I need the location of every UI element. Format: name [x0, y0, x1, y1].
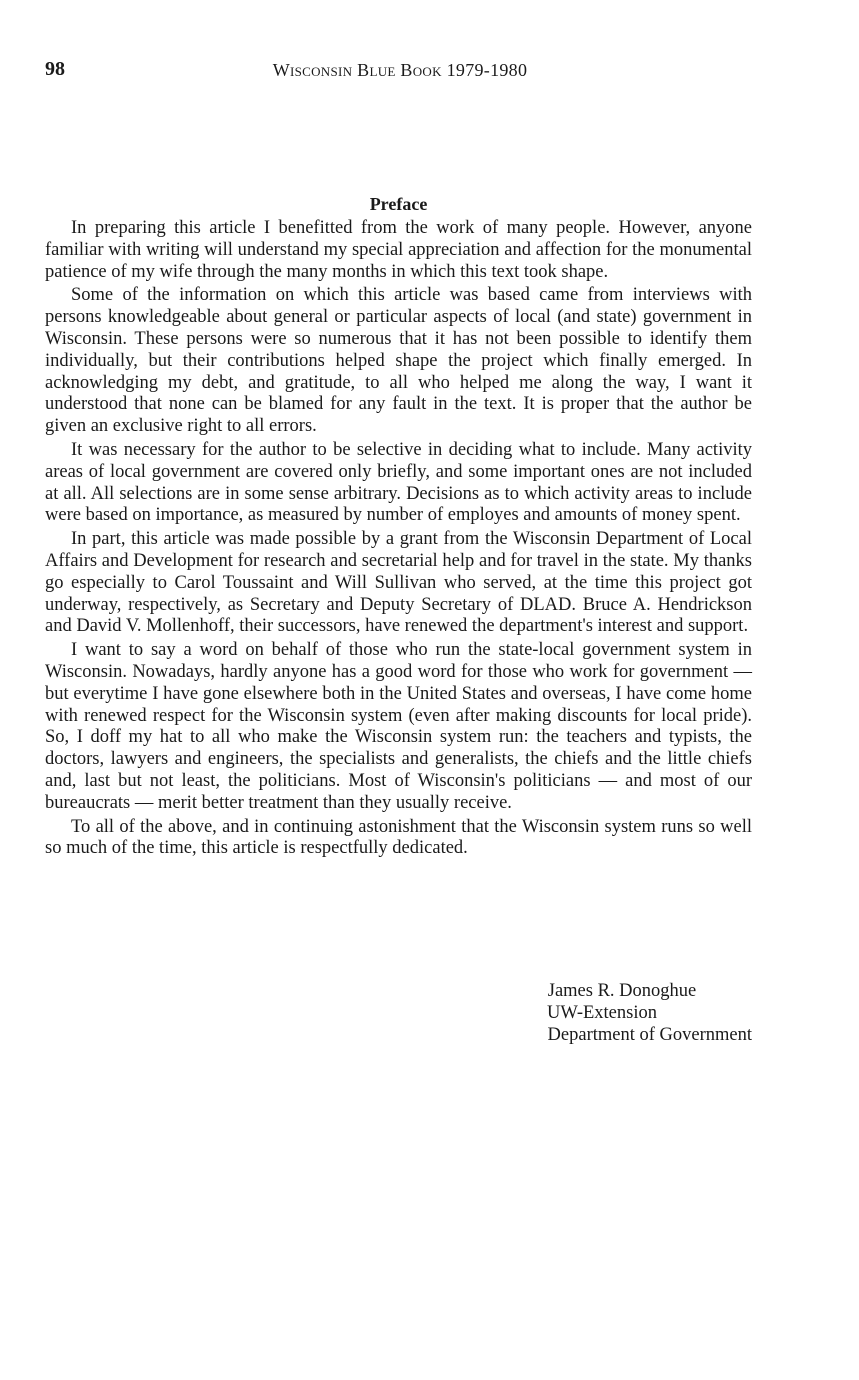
preface-title: Preface	[369, 194, 428, 214]
preface-paragraph: It was necessary for the author to be selective in deciding what to include. Many activity areas of local government are covered only briefly, and some important ones are not included at all. All selections are in some sense arbitrary. Decisions as to which activity areas to include were based on importance, as measured by number of employes and amounts of money spent.	[45, 439, 752, 526]
running-head: Wisconsin Blue Book 1979-1980	[272, 60, 528, 80]
preface-paragraph: In preparing this article I benefitted from the work of many people. However, anyone familiar with writing will understand my special appreciation and affection for the monumental patience of my wife through the many months in which this text took shape.	[45, 218, 752, 282]
preface-paragraph: I want to say a word on behalf of those who run the state-local government system in Wisconsin. Nowadays, hardly anyone has a good word for those who work for government — but everytime I have gone elsewhere both in the United States and overseas, I have come home with renewed respect for the Wisconsin system (even after making discounts for local pride). So, I doff my hat to all who make the Wisconsin system run: the teachers and typists, the doctors, lawyers and engineers, the specialists and generalists, the chiefs and the little chiefs and, last but not least, the politicians. Most of Wisconsin's politicians — and most of our bureaucrats — merit better treatment than they usually receive.	[45, 640, 752, 813]
signature-block	[452, 980, 752, 1046]
preface-paragraph: To all of the above, and in continuing astonishment that the Wisconsin system runs so well so much of the time, this article is respectfully dedicated.	[45, 816, 752, 859]
preface-paragraph: In part, this article was made possible by a grant from the Wisconsin Department of Local Affairs and Development for research and secretarial help and for travel in the state. My thanks go especially to Carol Toussaint and Will Sullivan who served, at the time this project got underway, respectively, as Secretary and Deputy Secretary of DLAD. Bruce A. Hendrickson and David V. Mollenhoff, their successors, have renewed the department's interest and support.	[45, 529, 752, 637]
page-number: 98	[45, 58, 65, 80]
author-department: Department of Government	[547, 1025, 752, 1045]
preface-body	[45, 218, 752, 862]
preface-paragraph: Some of the information on which this article was based came from interviews with persons knowledgeable about general or particular aspects of local (and state) government in Wisconsin. These persons were so numerous that it has not been possible to identify them individually, but their contributions helped shape the project which finally emerged. In acknowledging my debt, and gratitude, to all who helped me along the way, I want it understood that none can be blamed for any fault in the text. It is proper that the author be given an exclusive right to all errors.	[45, 285, 752, 437]
author-name: James R. Donoghue	[547, 981, 697, 1001]
author-institution: UW-Extension	[547, 1003, 657, 1023]
